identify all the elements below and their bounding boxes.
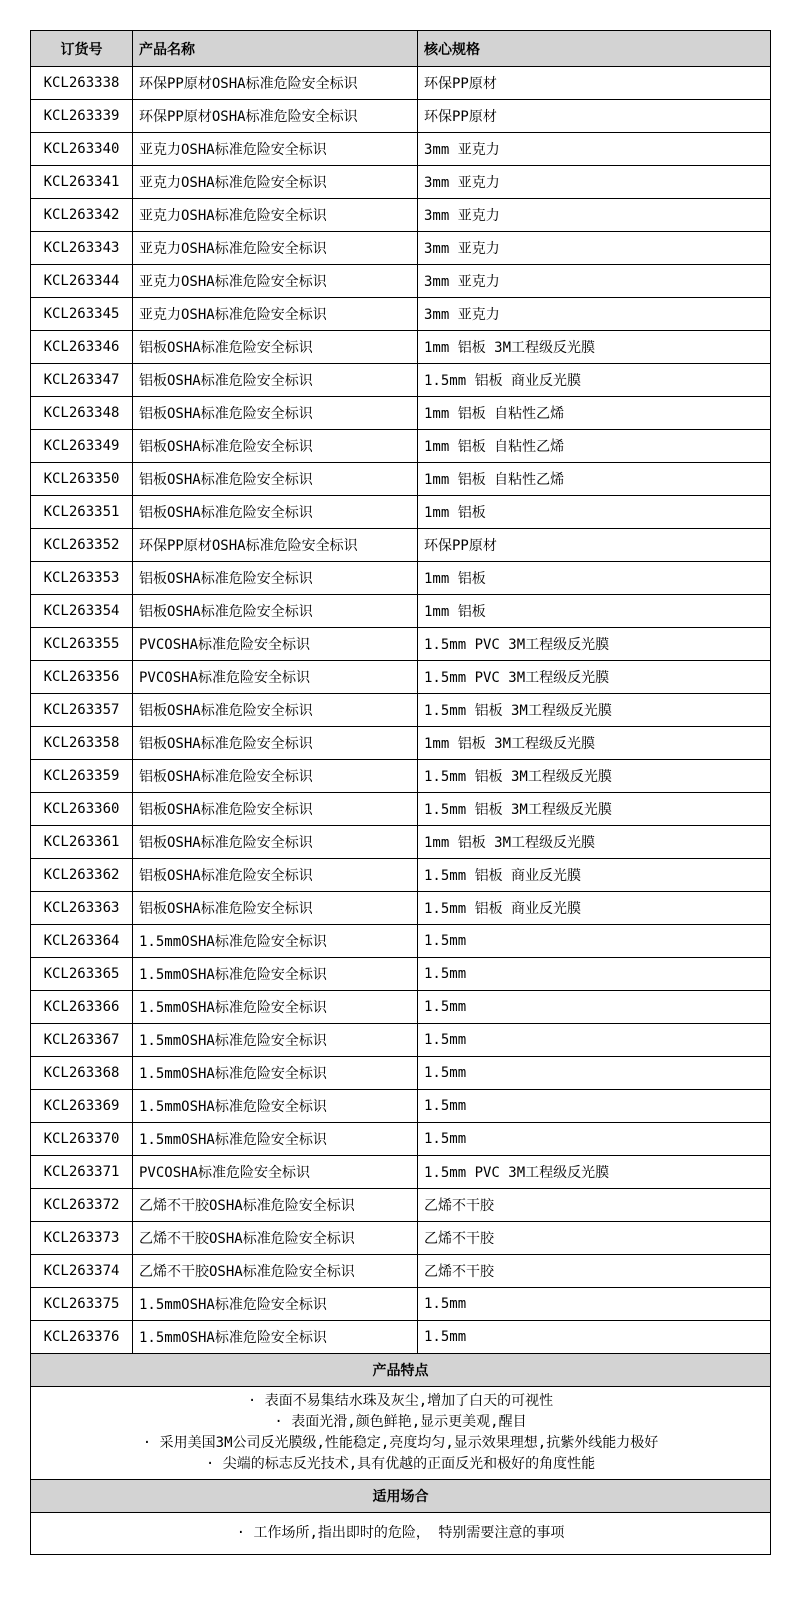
product-name-cell: 1.5mmOSHA标准危险安全标识 [133, 1288, 418, 1321]
product-name-cell: 环保PP原材OSHA标准危险安全标识 [133, 529, 418, 562]
product-name-cell: 铝板OSHA标准危险安全标识 [133, 331, 418, 364]
table-row [31, 1189, 771, 1222]
order-number-cell: KCL263345 [31, 298, 133, 331]
spec-cell: 1mm 铝板 自粘性乙烯 [418, 430, 771, 463]
spec-cell: 1.5mm 铝板 3M工程级反光膜 [418, 793, 771, 826]
table-row [31, 364, 771, 397]
spec-cell: 1mm 铝板 自粘性乙烯 [418, 463, 771, 496]
table-row [31, 463, 771, 496]
features-header-row [31, 1354, 771, 1387]
order-number-cell: KCL263370 [31, 1123, 133, 1156]
table-row [31, 694, 771, 727]
table-row [31, 1321, 771, 1354]
product-name-cell: 1.5mmOSHA标准危险安全标识 [133, 1090, 418, 1123]
product-name-cell: PVCOSHA标准危险安全标识 [133, 1156, 418, 1189]
spec-cell: 1.5mm PVC 3M工程级反光膜 [418, 628, 771, 661]
table-row [31, 1024, 771, 1057]
spec-cell: 1.5mm [418, 1123, 771, 1156]
table-row [31, 859, 771, 892]
features-line-list [31, 1391, 770, 1475]
order-number-cell: KCL263369 [31, 1090, 133, 1123]
product-name-cell: PVCOSHA标准危险安全标识 [133, 628, 418, 661]
order-number-cell: KCL263361 [31, 826, 133, 859]
spec-cell: 乙烯不干胶 [418, 1222, 771, 1255]
spec-cell: 3mm 亚克力 [418, 298, 771, 331]
table-row [31, 331, 771, 364]
table-row [31, 265, 771, 298]
order-number-cell: KCL263346 [31, 331, 133, 364]
order-number-cell: KCL263366 [31, 991, 133, 1024]
table-row [31, 760, 771, 793]
product-spec-table [30, 30, 771, 1555]
table-row [31, 991, 771, 1024]
spec-cell: 1.5mm 铝板 商业反光膜 [418, 859, 771, 892]
product-name-cell: 乙烯不干胶OSHA标准危险安全标识 [133, 1189, 418, 1222]
feature-line: · 表面光滑,颜色鲜艳,显示更美观,醒目 [274, 1414, 527, 1430]
product-name-cell: 亚克力OSHA标准危险安全标识 [133, 199, 418, 232]
spec-cell: 1.5mm [418, 1321, 771, 1354]
product-name-cell: 亚克力OSHA标准危险安全标识 [133, 232, 418, 265]
table-row [31, 595, 771, 628]
product-name-cell: 亚克力OSHA标准危险安全标识 [133, 166, 418, 199]
occasion-line: · 工作场所,指出即时的危险， 特别需要注意的事项 [236, 1525, 565, 1541]
spec-cell: 1.5mm 铝板 3M工程级反光膜 [418, 694, 771, 727]
order-number-cell: KCL263353 [31, 562, 133, 595]
product-name-cell: 1.5mmOSHA标准危险安全标识 [133, 1057, 418, 1090]
order-number-cell: KCL263343 [31, 232, 133, 265]
product-name-cell: 1.5mmOSHA标准危险安全标识 [133, 1123, 418, 1156]
occasions-content-cell [31, 1513, 771, 1555]
table-row [31, 232, 771, 265]
col-header-core-spec: 核心规格 [418, 31, 771, 67]
spec-cell: 1.5mm 铝板 3M工程级反光膜 [418, 760, 771, 793]
order-number-cell: KCL263364 [31, 925, 133, 958]
table-row [31, 1255, 771, 1288]
feature-line: · 尖端的标志反光技术,具有优越的正面反光和极好的角度性能 [205, 1456, 596, 1472]
order-number-cell: KCL263341 [31, 166, 133, 199]
table-row [31, 1057, 771, 1090]
order-number-cell: KCL263357 [31, 694, 133, 727]
product-name-cell: 铝板OSHA标准危险安全标识 [133, 496, 418, 529]
features-section-title: 产品特点 [31, 1354, 771, 1387]
spec-cell: 3mm 亚克力 [418, 232, 771, 265]
product-name-cell: 铝板OSHA标准危险安全标识 [133, 595, 418, 628]
product-name-cell: 1.5mmOSHA标准危险安全标识 [133, 1024, 418, 1057]
order-number-cell: KCL263356 [31, 661, 133, 694]
product-name-cell: 铝板OSHA标准危险安全标识 [133, 562, 418, 595]
table-row [31, 1156, 771, 1189]
order-number-cell: KCL263344 [31, 265, 133, 298]
order-number-cell: KCL263367 [31, 1024, 133, 1057]
order-number-cell: KCL263348 [31, 397, 133, 430]
spec-cell: 环保PP原材 [418, 67, 771, 100]
product-name-cell: 亚克力OSHA标准危险安全标识 [133, 298, 418, 331]
spec-cell: 乙烯不干胶 [418, 1255, 771, 1288]
table-row [31, 1123, 771, 1156]
product-name-cell: 1.5mmOSHA标准危险安全标识 [133, 958, 418, 991]
product-name-cell: 铝板OSHA标准危险安全标识 [133, 760, 418, 793]
col-header-order-number: 订货号 [31, 31, 133, 67]
order-number-cell: KCL263340 [31, 133, 133, 166]
order-number-cell: KCL263373 [31, 1222, 133, 1255]
product-name-cell: 铝板OSHA标准危险安全标识 [133, 892, 418, 925]
table-header [31, 31, 771, 67]
product-name-cell: PVCOSHA标准危险安全标识 [133, 661, 418, 694]
order-number-cell: KCL263354 [31, 595, 133, 628]
order-number-cell: KCL263342 [31, 199, 133, 232]
product-name-cell: 铝板OSHA标准危险安全标识 [133, 430, 418, 463]
feature-line: · 表面不易集结水珠及灰尘,增加了白天的可视性 [247, 1393, 554, 1409]
table-row [31, 958, 771, 991]
spec-cell: 1.5mm [418, 1288, 771, 1321]
table-row [31, 1090, 771, 1123]
spec-cell: 1mm 铝板 3M工程级反光膜 [418, 331, 771, 364]
order-number-cell: KCL263368 [31, 1057, 133, 1090]
spec-cell: 1.5mm 铝板 商业反光膜 [418, 892, 771, 925]
product-name-cell: 乙烯不干胶OSHA标准危险安全标识 [133, 1222, 418, 1255]
table-row [31, 628, 771, 661]
product-name-cell: 铝板OSHA标准危险安全标识 [133, 859, 418, 892]
spec-cell: 3mm 亚克力 [418, 265, 771, 298]
product-name-cell: 铝板OSHA标准危险安全标识 [133, 397, 418, 430]
spec-cell: 乙烯不干胶 [418, 1189, 771, 1222]
table-row [31, 430, 771, 463]
product-name-cell: 环保PP原材OSHA标准危险安全标识 [133, 67, 418, 100]
order-number-cell: KCL263360 [31, 793, 133, 826]
order-number-cell: KCL263374 [31, 1255, 133, 1288]
table-row [31, 529, 771, 562]
product-name-cell: 铝板OSHA标准危险安全标识 [133, 694, 418, 727]
order-number-cell: KCL263339 [31, 100, 133, 133]
occasions-section-title: 适用场合 [31, 1480, 771, 1513]
spec-cell: 1.5mm [418, 991, 771, 1024]
order-number-cell: KCL263347 [31, 364, 133, 397]
product-name-cell: 铝板OSHA标准危险安全标识 [133, 364, 418, 397]
product-name-cell: 铝板OSHA标准危险安全标识 [133, 826, 418, 859]
table-row [31, 1288, 771, 1321]
order-number-cell: KCL263355 [31, 628, 133, 661]
occasions-header-row [31, 1480, 771, 1513]
spec-cell: 1.5mm [418, 958, 771, 991]
sections-body [31, 1354, 771, 1555]
spec-cell: 3mm 亚克力 [418, 166, 771, 199]
table-row [31, 166, 771, 199]
spec-cell: 1.5mm PVC 3M工程级反光膜 [418, 661, 771, 694]
product-name-cell: 铝板OSHA标准危险安全标识 [133, 463, 418, 496]
spec-cell: 3mm 亚克力 [418, 133, 771, 166]
spec-cell: 1.5mm [418, 1057, 771, 1090]
table-row [31, 562, 771, 595]
order-number-cell: KCL263365 [31, 958, 133, 991]
table-row [31, 100, 771, 133]
spec-cell: 1.5mm [418, 925, 771, 958]
spec-cell: 环保PP原材 [418, 529, 771, 562]
product-name-cell: 1.5mmOSHA标准危险安全标识 [133, 1321, 418, 1354]
order-number-cell: KCL263371 [31, 1156, 133, 1189]
order-number-cell: KCL263351 [31, 496, 133, 529]
spec-cell: 1mm 铝板 3M工程级反光膜 [418, 826, 771, 859]
table-row [31, 727, 771, 760]
spec-cell: 1.5mm [418, 1024, 771, 1057]
order-number-cell: KCL263350 [31, 463, 133, 496]
spec-cell: 3mm 亚克力 [418, 199, 771, 232]
table-row [31, 661, 771, 694]
order-number-cell: KCL263338 [31, 67, 133, 100]
spec-cell: 1mm 铝板 [418, 562, 771, 595]
features-content-cell [31, 1387, 771, 1480]
col-header-product-name: 产品名称 [133, 31, 418, 67]
product-name-cell: 亚克力OSHA标准危险安全标识 [133, 133, 418, 166]
spec-cell: 1.5mm PVC 3M工程级反光膜 [418, 1156, 771, 1189]
table-row [31, 793, 771, 826]
table-row [31, 1222, 771, 1255]
order-number-cell: KCL263363 [31, 892, 133, 925]
order-number-cell: KCL263372 [31, 1189, 133, 1222]
occasions-content-row [31, 1513, 771, 1555]
features-content-row [31, 1387, 771, 1480]
table-row [31, 298, 771, 331]
product-name-cell: 1.5mmOSHA标准危险安全标识 [133, 991, 418, 1024]
table-row [31, 892, 771, 925]
table-row [31, 496, 771, 529]
product-name-cell: 环保PP原材OSHA标准危险安全标识 [133, 100, 418, 133]
product-name-cell: 1.5mmOSHA标准危险安全标识 [133, 925, 418, 958]
table-row [31, 826, 771, 859]
feature-line: · 采用美国3M公司反光膜级,性能稳定,亮度均匀,显示效果理想,抗紫外线能力极好 [142, 1435, 659, 1451]
order-number-cell: KCL263359 [31, 760, 133, 793]
header-row [31, 31, 771, 67]
order-number-cell: KCL263358 [31, 727, 133, 760]
spec-cell: 1mm 铝板 自粘性乙烯 [418, 397, 771, 430]
table-body [31, 67, 771, 1354]
table-row [31, 133, 771, 166]
occasions-line-list [31, 1523, 770, 1544]
spec-cell: 1.5mm 铝板 商业反光膜 [418, 364, 771, 397]
product-name-cell: 铝板OSHA标准危险安全标识 [133, 793, 418, 826]
order-number-cell: KCL263375 [31, 1288, 133, 1321]
order-number-cell: KCL263362 [31, 859, 133, 892]
product-name-cell: 铝板OSHA标准危险安全标识 [133, 727, 418, 760]
spec-cell: 环保PP原材 [418, 100, 771, 133]
table-row [31, 397, 771, 430]
table-row [31, 925, 771, 958]
spec-cell: 1mm 铝板 3M工程级反光膜 [418, 727, 771, 760]
spec-cell: 1.5mm [418, 1090, 771, 1123]
spec-cell: 1mm 铝板 [418, 496, 771, 529]
table-row [31, 199, 771, 232]
order-number-cell: KCL263349 [31, 430, 133, 463]
spec-cell: 1mm 铝板 [418, 595, 771, 628]
order-number-cell: KCL263376 [31, 1321, 133, 1354]
product-name-cell: 乙烯不干胶OSHA标准危险安全标识 [133, 1255, 418, 1288]
table-row [31, 67, 771, 100]
order-number-cell: KCL263352 [31, 529, 133, 562]
product-name-cell: 亚克力OSHA标准危险安全标识 [133, 265, 418, 298]
